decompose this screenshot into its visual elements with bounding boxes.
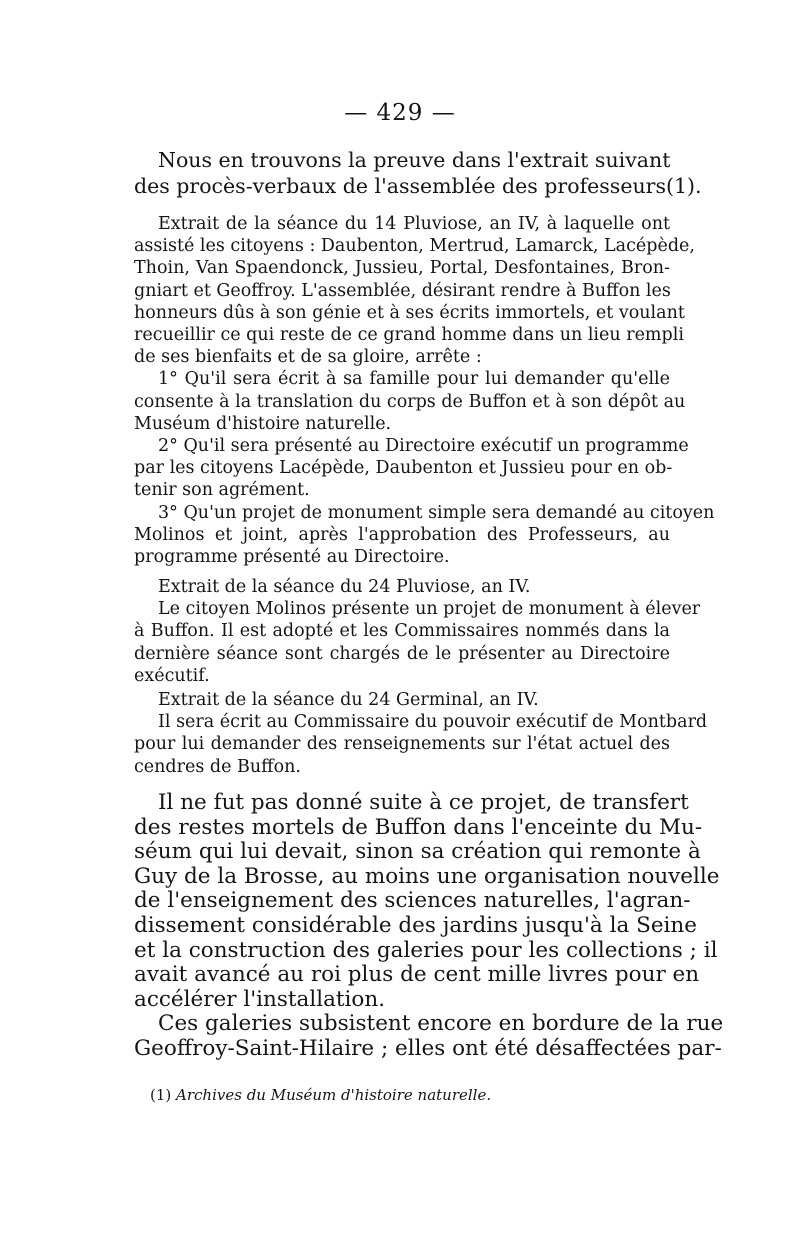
text-line: à Buffon. Il est adopté et les Commissaires nommés dans la bbox=[134, 621, 670, 642]
text-line: séum qui lui devait, sinon sa création qui remonte à bbox=[134, 839, 701, 865]
text-line: exécutif. bbox=[134, 665, 210, 686]
text-line: Muséum d'histoire naturelle. bbox=[134, 413, 392, 434]
text-line: pour lui demander des renseignements sur l'état actuel des bbox=[134, 734, 670, 755]
text-line: Molinos et joint, après l'approbation des Professeurs, au bbox=[134, 524, 670, 545]
text-line: recueillir ce qui reste de ce grand homme dans un lieu rempli bbox=[134, 325, 684, 346]
text-line: consente à la translation du corps de Buffon et à son dépôt au bbox=[134, 391, 686, 412]
text-line: de l'enseignement des sciences naturelles, l'agran- bbox=[134, 888, 691, 914]
text-line: 2° Qu'il sera présenté au Directoire exécutif un programme bbox=[158, 436, 689, 457]
text-line: des procès-verbaux de l'assemblée des professeurs(1). bbox=[134, 174, 702, 198]
text-line: programme présenté au Directoire. bbox=[134, 547, 450, 568]
text-line: 3° Qu'un projet de monument simple sera demandé au citoyen bbox=[158, 502, 715, 523]
text-line: Extrait de la séance du 24 Pluviose, an IV. bbox=[158, 577, 531, 597]
footnote-marker: (1) bbox=[150, 1086, 172, 1104]
text-line: accélérer l'installation. bbox=[134, 986, 386, 1012]
text-line: assisté les citoyens : Daubenton, Mertrud, Lamarck, Lacépède, bbox=[134, 236, 695, 257]
text-line: Le citoyen Molinos présente un projet de monument à élever bbox=[158, 599, 701, 620]
text-line: par les citoyens Lacépède, Daubenton et Jussieu pour en ob- bbox=[134, 458, 673, 479]
text-line: Il sera écrit au Commissaire du pouvoir exécutif de Montbard bbox=[158, 712, 708, 733]
text-line: dernière séance sont chargés de le présenter au Directoire bbox=[134, 643, 670, 664]
body-paragraphs bbox=[134, 790, 724, 1062]
text-line: 1° Qu'il sera écrit à sa famille pour lui demander qu'elle bbox=[158, 369, 670, 390]
text-line: Ces galeries subsistent encore en bordure de la rue bbox=[158, 1011, 724, 1037]
text-line: cendres de Buffon. bbox=[134, 756, 301, 777]
text-line: Geoffroy-Saint-Hilaire ; elles ont été désaffectées par- bbox=[134, 1035, 722, 1061]
text-line: dissement considérable des jardins jusqu'à la Seine bbox=[134, 912, 697, 938]
text-line: Extrait de la séance du 24 Germinal, an IV. bbox=[158, 690, 539, 710]
text-line: et la construction des galeries pour les collections ; il bbox=[134, 937, 718, 963]
text-line: Thoin, Van Spaendonck, Jussieu, Portal, Desfontaines, Bron- bbox=[134, 258, 670, 279]
text-line: Nous en trouvons la preuve dans l'extrait suivant bbox=[158, 148, 671, 172]
text-line: de ses bienfaits et de sa gloire, arrête : bbox=[134, 347, 482, 368]
extract-24-germinal bbox=[134, 689, 708, 778]
footnote-text: Archives du Muséum d'histoire naturelle. bbox=[176, 1086, 492, 1104]
extract-14-pluviose bbox=[134, 213, 715, 568]
page-number: — 429 — bbox=[344, 100, 456, 126]
text-line: Guy de la Brosse, au moins une organisation nouvelle bbox=[134, 863, 720, 889]
text-line: avait avancé au roi plus de cent mille livres pour en bbox=[134, 962, 700, 988]
text-line: gniart et Geoffroy. L'assemblée, désirant rendre à Buffon les bbox=[134, 280, 671, 301]
text-line: Il ne fut pas donné suite à ce projet, de transfert bbox=[158, 790, 689, 815]
text-line: tenir son agrément. bbox=[134, 480, 310, 501]
text-line: des restes mortels de Buffon dans l'enceinte du Mu- bbox=[134, 814, 703, 840]
intro-paragraph bbox=[134, 147, 702, 199]
text-line: honneurs dûs à son génie et à ses écrits immortels, et voulant bbox=[134, 302, 685, 323]
extract-24-pluviose bbox=[134, 576, 701, 687]
footnote bbox=[150, 1086, 491, 1104]
text-line: Extrait de la séance du 14 Pluviose, an IV, à laquelle ont bbox=[158, 214, 670, 234]
